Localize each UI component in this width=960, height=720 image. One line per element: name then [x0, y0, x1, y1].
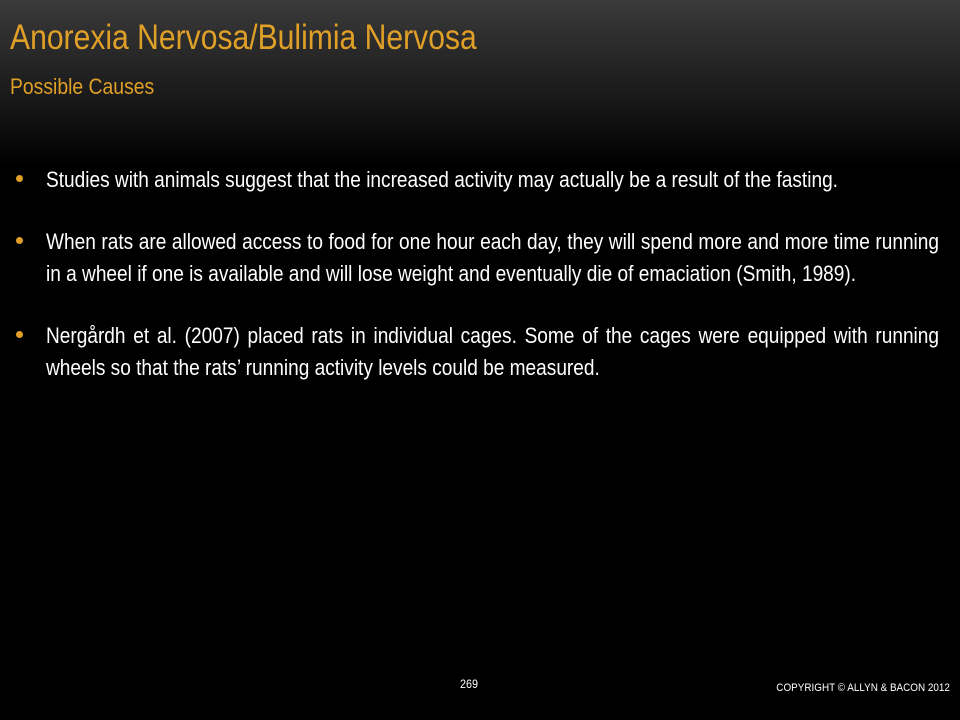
bullet-text: When rats are allowed access to food for one hour each day, they will spend more and more time running in a wheel if one is available and will lose weight and eventually die of emaciation (Smith, 1989). [46, 229, 940, 286]
copyright-notice: COPYRIGHT © ALLYN & BACON 2012 [776, 682, 950, 694]
slide-subtitle: Possible Causes [10, 74, 155, 99]
bullet-text: Studies with animals suggest that the increased activity may actually be a result of the fasting. [46, 167, 838, 192]
bullet-icon [16, 237, 23, 244]
slide-title: Anorexia Nervosa/Bulimia Nervosa [10, 18, 477, 57]
bullet-icon [16, 331, 23, 338]
bullet-icon [16, 175, 23, 182]
list-item [0, 226, 960, 290]
bullet-list [0, 164, 960, 414]
list-item [0, 320, 960, 384]
bullet-text: Nergårdh et al. (2007) placed rats in individual cages. Some of the cages were equipped with running wheels so that the rats’ running activity levels could be measured. [46, 323, 940, 380]
page-number: 269 [460, 677, 479, 691]
list-item [0, 164, 960, 196]
